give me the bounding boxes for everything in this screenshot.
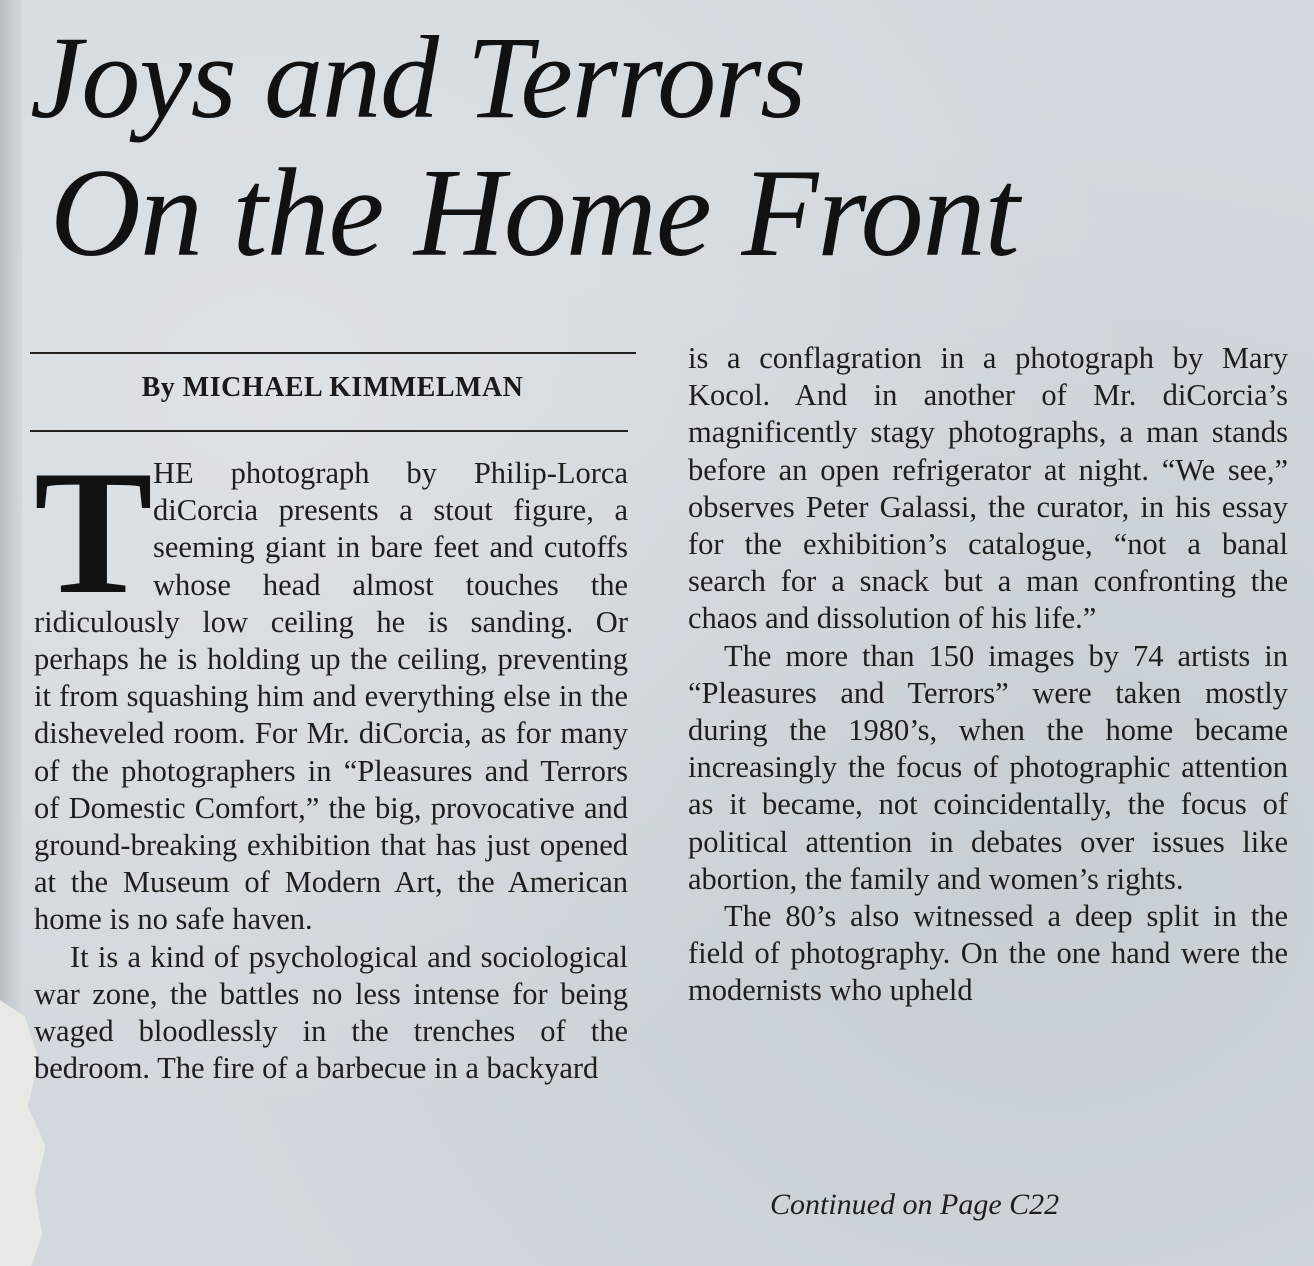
continued-on-page: Continued on Page C22 [770,1188,1060,1221]
byline: By MICHAEL KIMMELMAN [141,372,524,403]
article-paragraph-2: It is a kind of psychological and sociological war zone, the battles no less intense for being waged bloodlessly in the trenches of the bedroom. The fire of a barbecue in a backyard [34,939,628,1086]
article-paragraph-1 [34,433,628,939]
article-paragraph-5: The 80’s also witnessed a deep split in the field of photography. On the one hand were the modernists who upheld [688,899,1288,1008]
headline [30,10,1300,282]
byline-bottom-rule [30,430,628,432]
article-paragraph-4: The more than 150 images by 74 artists in “Pleasures and Terrors” were taken mostly during the 1980’s, when the home became increasingly the focus of photographic attention as it became, not coincidentally, the focus of political attention in debates over issues like abortion, the family and women’s rights. [688,638,1288,896]
byline-top-rule [30,352,636,354]
article-column-left [34,433,628,1087]
drop-cap: T [34,433,153,631]
headline-line-1: Joys and Terrors [30,12,806,143]
article-column-right [688,340,1288,1010]
article-paragraph-3: is a conflagration in a photograph by Mary Kocol. And in another of Mr. diCorcia’s magnificently stagy photographs, a man stands before an open refrigerator at night. “We see,” observes Peter Galassi, the curator, in his essay for the exhibition’s catalogue, “not a banal search for a snack but a man confronting the chaos and dissolution of his life.” [688,341,1288,636]
headline-line-2: On the Home Front [50,144,1019,283]
paragraph-1-text: HE photograph by Philip-Lorca diCorcia presents a stout figure, a seeming giant in bare feet and cutoffs whose head almost touches the ridiculously low ceiling he is sanding. Or perhaps he is holding up the ceiling, preventing it from squashing him and everything else in the disheveled room. For Mr. diCorcia, as for many of the photographers in “Pleasures and Terrors of Domestic Comfort,” the big, provocative and ground-breaking exhibition that has just opened at the Museum of Modern Art, the American home is no safe haven. [34,456,628,937]
